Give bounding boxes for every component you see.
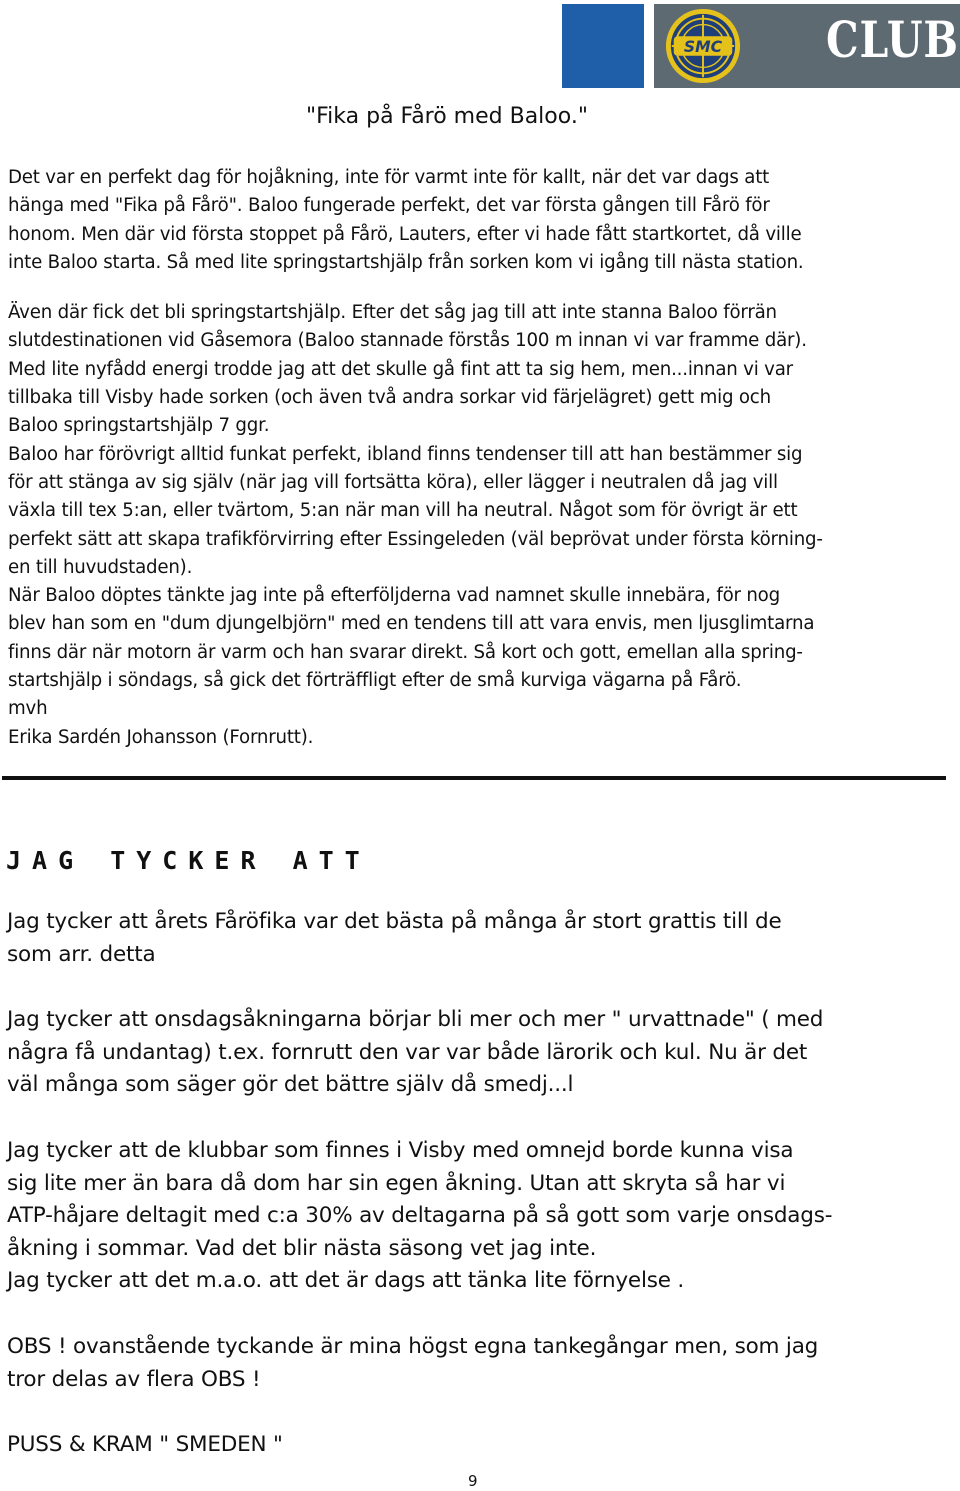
opinions-body (7, 906, 952, 1462)
opinion-line: som arr. detta (7, 941, 156, 967)
article-line: finns där när motorn är varm och han svarar direkt. Så kort och gott, emellan alla spring- (8, 641, 803, 663)
article-line: växla till tex 5:an, eller tvärtom, 5:an när man vill ha neutral. Något som för övrigt är ett (8, 500, 798, 522)
paragraph-gap (7, 1396, 952, 1429)
article-line: Baloo springstartshjälp 7 ggr. (8, 415, 270, 437)
smc-logo-icon (664, 7, 742, 85)
article-line: hänga med "Fika på Fårö". Baloo fungerade perfekt, det var första gången till Fårö för (8, 195, 770, 217)
section-divider (2, 776, 946, 780)
opinion-line: Jag tycker att det m.a.o. att det är dags att tänka lite förnyelse . (7, 1268, 685, 1294)
paragraph-gap (7, 971, 952, 1004)
article-line: en till huvudstaden). (8, 556, 193, 578)
opinion-line: några få undantag) t.ex. fornrutt den var var både lärorik och kul. Nu är det (7, 1039, 808, 1065)
section-heading: JAG TYCKER ATT (6, 846, 371, 875)
header-club-banner (654, 4, 960, 88)
article-line: startshjälp i söndags, så gick det förträffligt efter de små kurviga vägarna på Fårö. (8, 670, 742, 692)
smc-logo-text: SMC (683, 37, 723, 56)
article-body (8, 164, 948, 752)
opinion-line: väl många som säger gör det bättre själv då smedj...l (7, 1072, 574, 1098)
article-title: "Fika på Fårö med Baloo." (306, 104, 588, 129)
article-line: Erika Sardén Johansson (Fornrutt). (8, 726, 314, 748)
signoff: PUSS & KRAM " SMEDEN " (7, 1432, 283, 1458)
club-label: CLUB (826, 10, 959, 69)
article-line: för att stänga av sig själv (när jag vill fortsätta köra), eller lägger i neutralen då jag vill (8, 471, 778, 493)
article-line: inte Baloo starta. Så med lite springstartshjälp från sorken kom vi igång till nästa station. (8, 251, 804, 273)
opinion-line: åkning i sommar. Vad det blir nästa säsong vet jag inte. (7, 1235, 597, 1261)
article-line: blev han som en "dum djungelbjörn" med en tendens till att vara envis, men ljusglimtarna (8, 613, 815, 635)
article-line: mvh (8, 698, 48, 720)
page-number: 9 (468, 1472, 478, 1490)
opinion-line: Jag tycker att årets Fåröfika var det bästa på många år stort grattis till de (7, 909, 782, 934)
article-line: Baloo har förövrigt alltid funkat perfekt, ibland finns tendenser till att han bestämmer sig (8, 443, 803, 465)
opinion-line: OBS ! ovanstående tyckande är mina högst egna tankegångar men, som jag (7, 1333, 819, 1359)
article-line: Det var en perfekt dag för hojåkning, inte för varmt inte för kallt, när det var dags att (8, 167, 770, 188)
header-blue-block (562, 4, 644, 88)
paragraph-gap (7, 1298, 952, 1331)
opinion-line: tror delas av flera OBS ! (7, 1366, 261, 1392)
article-line: Även där fick det bli springstartshjälp. Efter det såg jag till att inte stanna Baloo förrän (8, 302, 777, 324)
opinion-line: sig lite mer än bara då dom har sin egen åkning. Utan att skryta så har vi (7, 1170, 786, 1196)
paragraph-gap (8, 277, 948, 299)
opinion-line: ATP-håjare deltagit med c:a 30% av deltagarna på så gott som varje onsdags- (7, 1203, 833, 1229)
article-line: slutdestinationen vid Gåsemora (Baloo stannade förstås 100 m innan vi var framme där). (8, 330, 807, 352)
article-line: perfekt sätt att skapa trafikförvirring efter Essingeleden (väl beprövat under första körning- (8, 528, 823, 550)
paragraph-gap (7, 1102, 952, 1135)
article-line: När Baloo döptes tänkte jag inte på efterföljderna vad namnet skulle innebära, för nog (8, 585, 780, 607)
article-line: Med lite nyfådd energi trodde jag att det skulle gå fint att ta sig hem, men...innan vi var (8, 358, 793, 380)
opinion-line: Jag tycker att de klubbar som finnes i Visby med omnejd borde kunna visa (7, 1137, 794, 1163)
article-line: honom. Men där vid första stoppet på Fårö, Lauters, efter vi hade fått startkortet, då ville (8, 223, 802, 245)
opinion-line: Jag tycker att onsdagsåkningarna börjar bli mer och mer " urvattnade" ( med (7, 1007, 824, 1033)
article-line: tillbaka till Visby hade sorken (och även två andra sorkar vid färjelägret) gett mig och (8, 387, 771, 409)
